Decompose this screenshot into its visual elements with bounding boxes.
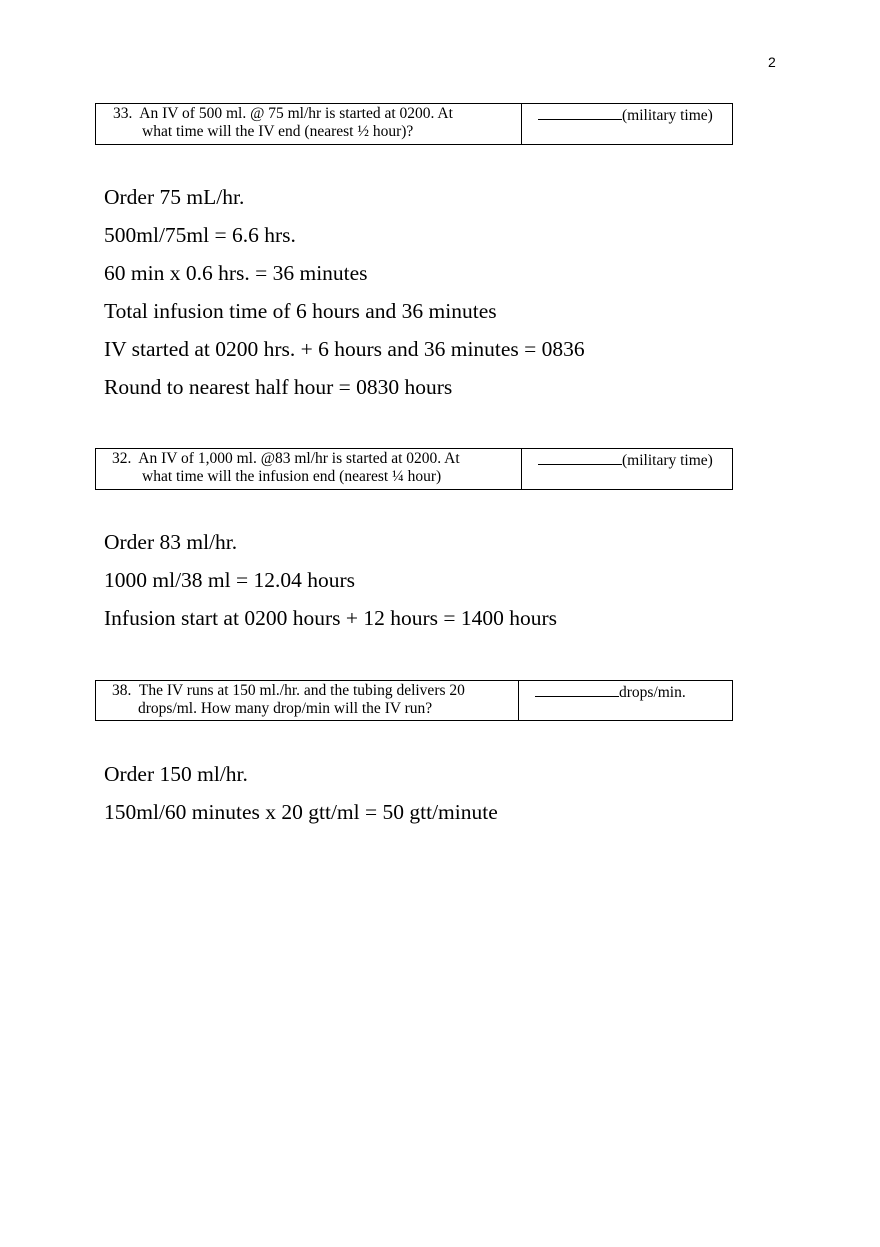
question-number: 33.: [113, 105, 133, 122]
question-box-33: [95, 103, 733, 145]
question-line-2: what time will the infusion end (nearest ¼ hour): [142, 468, 442, 485]
worked-solution-38: [104, 755, 498, 831]
question-text: [96, 449, 522, 489]
question-box-38: [95, 680, 733, 721]
question-box-32: [95, 448, 733, 490]
work-line: 150ml/60 minutes x 20 gtt/ml = 50 gtt/minute: [104, 800, 498, 824]
answer-blank[interactable]: [538, 450, 622, 465]
question-line-2: drops/ml. How many drop/min will the IV run?: [138, 700, 433, 717]
question-text: [96, 681, 519, 720]
worked-solution-32: [104, 523, 557, 637]
answer-suffix: (military time): [622, 452, 713, 469]
answer-suffix: drops/min.: [619, 684, 686, 701]
answer-field: [522, 449, 732, 489]
answer-suffix: (military time): [622, 107, 713, 124]
answer-field: [519, 681, 732, 720]
question-line-1: An IV of 1,000 ml. @83 ml/hr is started at 0200. At: [138, 450, 460, 467]
question-number: 32.: [112, 450, 132, 467]
work-line: 60 min x 0.6 hrs. = 36 minutes: [104, 261, 368, 285]
question-line-1: An IV of 500 ml. @ 75 ml/hr is started at 0200. At: [139, 105, 453, 122]
page-number: 2: [768, 54, 776, 70]
work-line: Order 150 ml/hr.: [104, 762, 248, 786]
work-line: Round to nearest half hour = 0830 hours: [104, 375, 453, 399]
work-line: IV started at 0200 hrs. + 6 hours and 36 minutes = 0836: [104, 337, 585, 361]
work-line: Total infusion time of 6 hours and 36 minutes: [104, 299, 497, 323]
question-number: 38.: [112, 682, 132, 699]
answer-blank[interactable]: [535, 682, 619, 697]
work-line: Order 75 mL/hr.: [104, 185, 245, 209]
work-line: Order 83 ml/hr.: [104, 530, 238, 554]
work-line: 1000 ml/38 ml = 12.04 hours: [104, 568, 356, 592]
work-line: 500ml/75ml = 6.6 hrs.: [104, 223, 296, 247]
question-text: [96, 104, 522, 144]
answer-blank[interactable]: [538, 105, 622, 120]
question-line-1: The IV runs at 150 ml./hr. and the tubing delivers 20: [138, 682, 465, 699]
question-line-2: what time will the IV end (nearest ½ hour)?: [142, 123, 414, 140]
worked-solution-33: [104, 178, 585, 406]
work-line: Infusion start at 0200 hours + 12 hours = 1400 hours: [104, 606, 558, 630]
answer-field: [522, 104, 732, 144]
